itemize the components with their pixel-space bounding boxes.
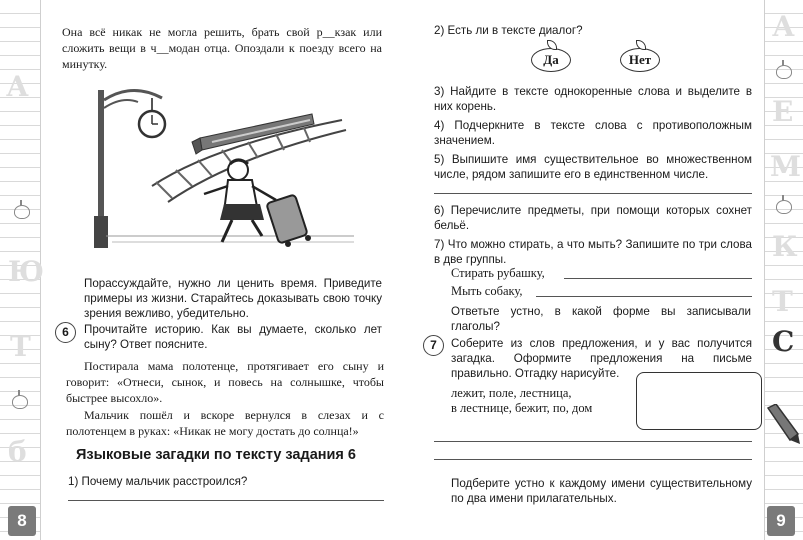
answer-line[interactable] <box>434 441 752 442</box>
no-answer-badge[interactable] <box>620 48 660 72</box>
margin-letter: Ю <box>8 255 45 288</box>
margin-letter: А <box>6 70 29 103</box>
word-list-line-1: лежит, поле, лестница, <box>451 386 572 400</box>
fill-in-line-1[interactable] <box>564 278 752 279</box>
task-number-badge: 6 <box>55 322 76 343</box>
question-1: 1) Почему мальчик расстроился? <box>68 475 248 488</box>
story-paragraph-1: Постирала мама полотенце, протягивает его сыну и говорит: «Отнеси, сынок, и повесь на солнышке, чтобы быстрее высохло». <box>66 359 384 405</box>
question-6: 6) Перечислите предметы, при помощи которых сохнет бельё. <box>434 204 752 232</box>
pencil-icon <box>764 404 800 444</box>
reflect-prompt: Порассуждайте, нужно ли ценить время. Приведите примеры из жизни. Старайтесь доказывать свою точку зрения вежливо, убедительно. <box>84 277 382 320</box>
question-3: 3) Найдите в тексте однокоренные слова и выделите в них корень. <box>434 85 752 113</box>
oral-note: Ответьте устно, в какой форме вы записывали глаголы? <box>451 305 751 333</box>
story-paragraph-2: Мальчик пошёл и вскоре вернулся в слезах и с полотенцем в руках: «Никак не могу достать до солнца!» <box>66 408 384 438</box>
apple-icon <box>12 395 28 409</box>
question-2: 2) Есть ли в тексте диалог? <box>434 24 583 37</box>
task7-prompt: Соберите из слов предложения, и у вас получится загадка. Оформите предложения на письме правильно. Отгадку нарисуйте. <box>451 337 752 380</box>
intro-text: Она всё никак не могла решить, брать свой р__кзак или сложить вещи в ч__модан отца. Опоздали к поезду всего на минутку. <box>62 25 382 71</box>
margin-letter: А <box>772 10 795 43</box>
page-number: 9 <box>767 506 795 536</box>
apple-icon <box>776 65 792 79</box>
final-task-prompt: Подберите устно к каждому имени существительному по два имени прилагательных. <box>451 477 752 505</box>
fill-in-label-1: Стирать рубашку, <box>451 266 545 280</box>
answer-line[interactable] <box>434 193 752 194</box>
margin-letter: Т <box>10 330 31 363</box>
right-margin-decoration <box>764 0 803 540</box>
margin-letter: Т <box>772 285 793 318</box>
question-4: 4) Подчеркните в тексте слова с противоположным значением. <box>434 119 752 147</box>
apple-icon <box>14 205 30 219</box>
margin-letter: С <box>772 325 795 358</box>
section-title: Языковые загадки по тексту задания 6 <box>76 447 356 463</box>
fill-in-label-2: Мыть собаку, <box>451 284 523 298</box>
no-label: Нет <box>628 52 652 67</box>
page-number: 8 <box>8 506 36 536</box>
margin-letter: б <box>8 435 27 468</box>
margin-letter: М <box>770 150 801 183</box>
task6-prompt: Прочитайте историю. Как вы думаете, сколько лет сыну? Ответ поясните. <box>84 323 382 351</box>
answer-line[interactable] <box>68 500 384 501</box>
question-7: 7) Что можно стирать, а что мыть? Запишите по три слова в две группы. <box>434 238 752 266</box>
margin-letter: К <box>772 230 798 263</box>
question-5: 5) Выпишите имя существительное во множественном числе, рядом запишите его в единственном числе. <box>434 153 752 181</box>
margin-letter: Е <box>772 95 794 128</box>
yes-label: Да <box>543 52 559 67</box>
answer-line[interactable] <box>434 459 752 460</box>
drawing-answer-box[interactable] <box>636 372 762 430</box>
apple-icon <box>776 200 792 214</box>
word-list-line-2: в лестнице, бежит, по, дом <box>451 401 593 415</box>
yes-answer-badge[interactable] <box>531 48 571 72</box>
task-number-badge: 7 <box>423 335 444 356</box>
fill-in-line-2[interactable] <box>536 296 752 297</box>
girl-with-suitcase-illustration <box>92 86 354 254</box>
